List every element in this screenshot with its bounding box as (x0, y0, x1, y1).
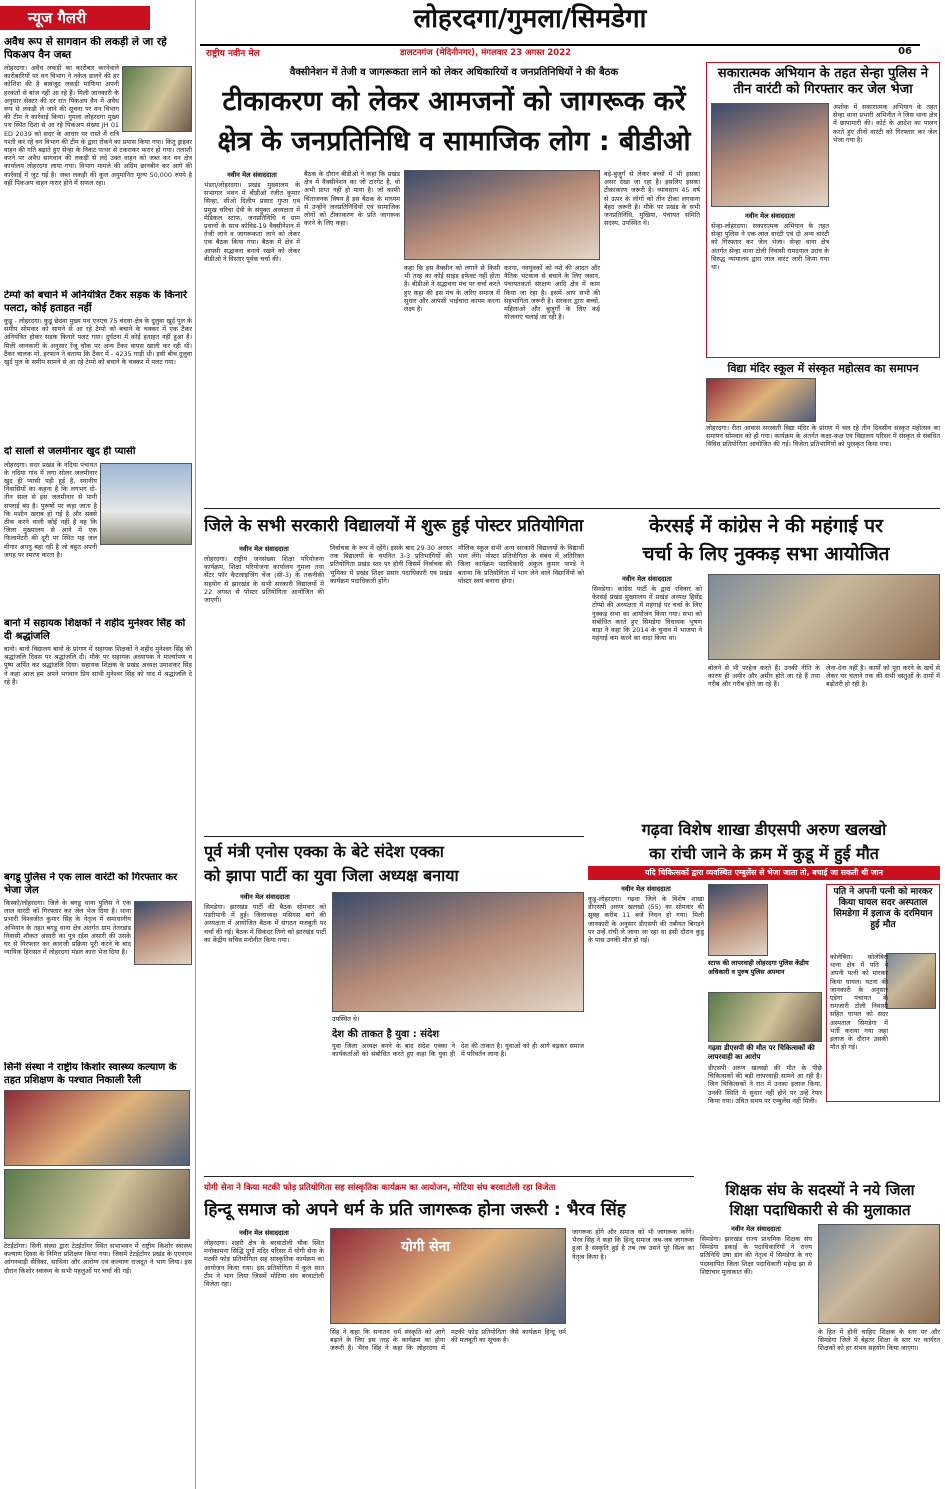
bhairav-headline: हिन्दू समाज को अपने धर्म के प्रति जागरूक होना जरूरी : भैरव सिंह (204, 1200, 626, 1220)
lead-col-3-text: कहा कि इस वैक्सीन को लगाने से किसी भी तरह का कोई साइड इफेक्ट नहीं होता है। बीडीओ ने सद्भावना मंच पर चर्चा करते हुए कहा की इस मंच के जरिए समाज में सुधार और आपसी भाईचारा कायम करना लक्ष्य है। (404, 264, 500, 314)
poster-headline: जिले के सभी सरकारी विद्यालयों में शुरू हुई पोस्टर प्रतियोगिता (204, 516, 584, 536)
teachers-headline-2: शिक्षा पदाधिकारी से की मुलाकात (729, 1201, 911, 1219)
sanskrit-body: लोहरदगा। रीता आवास सरस्वती विद्या मंदिर के प्रांगण में चल रहे तीन दिवसीय संस्कृत महोत्सव का समापन सोमवार को हो गया। कार्यक्रम के अंतर्गत कक्षा-कक्ष एवं विद्यालय परिसर में संस्कृत से संबंधित विविध प्रतियोगिता आयोजित की गई। विजेता प्रतिभागियों को पुरस्कृत किया गया। (706, 424, 940, 449)
bhairav-body: लोहरदगा। शहरी क्षेत्र के बरवाटोली चौक स्थित मनोकामना सिद्धि दुर्गा मंदिर परिसर में योगी सेना के मटकी फोड़ प्रतियोगिता सह सांस्कृतिक कार्यक्रम का आयोजन किया गया। इस प्रतियोगिता में कुल सात टीम ने भाग लिया जिसमें मोटिया संघ बरवाटोली विजेता रहा। (204, 1239, 324, 1289)
divider-1 (204, 508, 940, 509)
sanskrit-box (706, 362, 940, 508)
sidebar-item-body: टेटईटाँगर। सिनी संस्था द्वारा टेटईटाँगर स्थित सभाभवन में राष्ट्रीय किशोर स्वास्थ्य कल्याण दिवस के निमित्त प्रशिक्षण किया गया। जिसमें टेटईटाँगर प्रखंड के एएनएम आंगनवाड़ी सेविका, साथिया और आरोग्य एवं कल्याण राजदूत ने भाग लिया। इस दौरान किशोर स्वास्थ्य के सभी पहलुओं पर चर्चा की गई। (4, 1242, 192, 1275)
sanskrit-photo (706, 378, 816, 422)
bhairav-byline: नवीन मेल संवाददाता (239, 1229, 289, 1237)
congress-col-3 (826, 664, 940, 814)
ekka-portrait-photo (332, 892, 584, 1012)
dsp-headline-1: गढ़वा विशेष शाखा डीएसपी अरुण खलखो (641, 820, 887, 839)
paper-name: राष्ट्रीय नवीन मेल (206, 49, 260, 59)
bhairav-col-2 (330, 1328, 566, 1484)
bhairav-body-3: जागरूक होंगे और समाज को भी जागरूक करेंगे। भैरव सिंह ने कहा कि हिन्दू समाज जब-जब जागरूक हुआ है संस्कृति हुई है तब तब उसने पूरे विश्व का नेतृत्व किया है। (572, 1228, 694, 1261)
ekka-headline-1: पूर्व मंत्री एनोस एक्का के बेटे संदेश एक्का (204, 842, 444, 861)
masthead-bar (200, 46, 920, 60)
lead-headline-1: टीकाकरण को लेकर आमजनों को जागरूक करें (222, 86, 686, 117)
divider-2 (204, 836, 584, 837)
poster-col-1 (204, 544, 324, 834)
bhairav-kicker: योगी सेना ने किया मटकी फोड़ प्रतियोगिता सह सांस्कृतिक कार्यक्रम का आयोजन, मोटिया संघ बरवाटोली रहा विजेता (204, 1182, 556, 1192)
sidebar-item-water-tower (4, 446, 192, 614)
teachers-headline-1: शिक्षक संघ के सदस्यों ने नये जिला (725, 1181, 915, 1199)
ekka-sub-body: युवा जिला अध्यक्ष बनने के बाद संदेश एक्का ने कार्यकर्ताओं को संबोधित करते हुए कहा कि युवा ही देश की ताकत है। युवाओं को ही आगे बढ़कर समाज में परिवर्तन लाना है। (332, 1042, 584, 1059)
dsp-col-1 (588, 884, 704, 1070)
senha-col-2 (833, 103, 937, 353)
garhwa-neglect (708, 992, 822, 1172)
section-title: लोहरदगा/गुमला/सिमडेगा (413, 4, 647, 34)
senha-headline: सकारात्मक अभियान के तहत सेन्हा पुलिस ने तीन वारंटी को गिरफ्तार कर जेल भेजा (717, 66, 929, 97)
ekka-photo-caption: उपस्थित थे। (332, 1015, 360, 1023)
congress-headline-1: केरसई में कांग्रेस ने की महंगाई पर (649, 515, 883, 537)
lead-col-5-text: बड़े-बुजुर्ग से लेकर बच्चों में भी इसका असर देखा जा रहा है। इसलिए इसका टीकाकरण जरूरी है। व्यावसाय 45 वर्ष से ऊपर के लोगों को तीन टीका लगवाना बेहद जरूरी है। मौके पर प्रखंड के सभी जनप्रतिनिधि, मुखिया, पंचायत समिति सदस्य, उपस्थित थे। (604, 170, 700, 228)
teachers-col-2 (818, 1328, 940, 1484)
news-gallery-sidebar (0, 0, 196, 1489)
senha-body: सेन्हा-लोहरदगा। सकारात्मक अभियान के तहत सेन्हा पुलिस ने एक लाल वारंटी एवं दो अन्य वारंटी को गिरफ्तार कर जेल भेजा। सेन्हा थाना क्षेत्र अंतर्गत सेन्हा थाना टोली निवासी रामदयाल उरांव के विरुद्ध न्यायालय द्वारा लाल वारंट जारी किया गया था। (711, 222, 829, 272)
sidebar-item-body: लोहरदगा। सदर प्रखंड के नदिया पंचायत के नदिया गांव में लगा सोलर जलमीनार खुद ही प्यासी पड़ी हुई है, स्थानीय निवासियों का कहना है कि लगभग दो-तीन साल से इस जलमीनार से पानी सप्लाई बंद है। पुरूषों पर कहा जाता है कि मशीन खराब हो गई है और सक्से ठीक करने वाली कोई नहीं है वह कि जिला मुख्यालय से आने में एक फिलामेंटरी की दूरी पर स्थित यह जल मीनार अपनु बहा रही है जो बहुत अपनी जगह पर स्मरण करता है। (4, 460, 97, 559)
accident-body: कोलेबिरा। कोलेबिरा थाना क्षेत्र में पति ने अपनी पत्नी को मारकर किया घायल। घटना की जानकारी के अनुसार एडेगा पंचायत के रामजारी टोली निवासी सहित घायल को सदर अस्पताल सिमडेगा में भर्ती कराया गया जहां इलाज के दौरान उसकी मौत हो गई। (830, 953, 888, 1052)
congress-body-2: बोलने से भी परहेज करते हैं। उनकी नीति के कारण ही अमीर और अमीर होते जा रहे हैं तथा गरीब और गरीब होते जा रहे हैं। (708, 664, 820, 689)
congress-headline-2: चर्चा के लिए नुक्कड़ सभा आयोजित (642, 543, 890, 565)
lead-col-4 (504, 264, 600, 504)
lead-col-2 (304, 170, 400, 504)
dateline: डालटनगंज (मेदिनीनगर), मंगलवार 23 अगस्त 2022 (400, 48, 572, 58)
congress-rally-photo (708, 574, 940, 660)
lead-col-3 (404, 264, 500, 504)
teachers-col-1 (700, 1224, 812, 1484)
poster-col-1-text: लोहरदगा। राष्ट्रीय जनसंख्या शिक्षा परियोजना कार्यक्रम, शिक्षा परियोजना कार्यालय गुमला तथा सेंटर फॉर कैटलाइजिंग चेंज (सी-3) के तकनीकी सहयोग से झारखंड के सभी सरकारी विद्यालयों में 22 अगस्त से पोस्टर प्रतियोगिता आयोजित की जाएगी। (204, 555, 324, 605)
sidebar-item-cini-rally (4, 1062, 192, 1486)
sidebar-item-body: लोहरदगा। अवैध लकड़ी का कारोबार करनेवाले कारोबारियों पर वन विभाग ने नकेल डालने की हर कोशिश की है बावजूद लकड़ी माफिया अपनी हरकतों से बाज नहीं आ रहे हैं। मिली जानकारी के अनुसार सेक्टर की दर रात पिकअप वैन में अवैध रूप से लकड़ी ले जाने की सूचना पर वन विभाग की टीम ने कार्रवाई किया। गुमला लोहरदगा मुख्य पथ स्थित दिशा से आ रहे पिकअप संख्या JH 01 ED 2039 को सदर के आधार पर रास्ते में रात्रि गश्ती कर रहे वन विभाग की टीम के द्वारा रोकने का प्रयास किया गया। किंतु ड्राइवर वाहन की गति बढ़ाते हुए सेन्हा के निकट पत्थर से टकराकर फरार हो गया। तलाशी करने पर अवैध सागवान की लकड़ी से लदे उक्त वाहन को जब्त कर वन क्षेत्र कार्यालय लोहरदगा लाया गया। विभाग मामले की अग्रिम छानबीन कर आगे की कार्रवाई में जुट गई है। जब्त लकड़ी की कुल अनुमानित मूल्य 50,000 रुपये है वहीं पिकअप वाहन फरार होने में सफल रहा। (4, 64, 192, 187)
sidebar-item-body: किस्को/लोहरदगा। जिले के बगडू थाना पुलिस ने एक लाल वारंटी को गिरफ्तार कर जेल भेज दिया है। थाना प्रभारी विश्वजीत कुमार सिंह के नेतृत्व में समाधानीय अभियान के तहत बगडू थाना क्षेत्र अंतर्गत ग्राम तेतरडांड निवासी शौकत अंसारी का पुत्र रईस अंसारी की उसके घर से गिरफ्तार कर कागजी प्रक्रिया पूरी करने के बाद न्यायिक हिरासत में लोहरदगा मंडल कारा भेज दिया है। (4, 899, 131, 957)
news-gallery-tag: न्यूज गैलरी (0, 6, 150, 30)
matki-phod-photo (330, 1228, 566, 1324)
lead-col-5 (604, 170, 700, 504)
congress-body: सिमडेगा। कांग्रेस पार्टी के द्वारा रविवार को केरसई प्रखंड मुख्यालय में प्रखंड अध्यक्ष हिसेंद्र टोप्पो की अध्यक्षता में महंगाई पर चर्चा के लिए नुक्कड़ सभा का आयोजन किया गया। सभा को संबोधित करते हुए सिमडेगा विधायक भूषण बाड़ा ने कहा कि 2014 के चुनाव में भाजपा ने महंगाई कम करने का वादा किया था। (592, 585, 702, 643)
bhairav-col-3 (572, 1228, 694, 1484)
poster-col-2 (330, 544, 452, 834)
ekka-byline: नवीन मेल संवाददाता (240, 893, 290, 901)
ekka-col-2 (332, 1042, 584, 1154)
dsp-headline-2: का रांची जाने के क्रम में कुडू में हुई मौत (649, 844, 879, 863)
bhairav-body-2: सिंह ने कहा कि सनातन धर्म संस्कृति को आगे बढ़ाने के लिए इस तरह के कार्यक्रम का होना जरूरी है। भैरव सिंह ने कहा कि लोहरदगा में मटकी फोड़ प्रतियोगिता जैसे कार्यक्रम हिन्दू धर्म की मजबूती का सूचक है। (330, 1328, 566, 1353)
congress-byline: नवीन मेल संवाददाता (622, 575, 672, 583)
accident-box (826, 884, 940, 1102)
dsp-strap: यदि चिकित्सकों द्वारा व्यवस्थित एम्बुलेंस से भेजा जाता तो, बचाई जा सकती थी जान (588, 866, 940, 880)
teachers-body: सिमडेगा। झारखंड राज्य प्राथमिक शिक्षक संघ सिमडेगा इकाई के पदाधिकारियों ने राज्य प्रतिनिधि उषा डांग की नेतृत्व में सिमडेगा के नए पदस्थापित जिला शिक्षा पदाधिकारी महेन्द्र झा से शिष्टाचार मुलाकात की। (700, 1235, 812, 1276)
senha-byline: नवीन मेल संवाददाता (745, 212, 795, 220)
accident-photo (886, 953, 936, 1009)
water-tower-photo (100, 463, 192, 545)
garhwa-neglect-headline: गढ़वा डीएसपी की मौत पर चिकित्सकों की लापरवाही का आरोप (708, 1044, 815, 1061)
sidebar-item-title: बगडू पुलिस ने एक लाल वारंटी को गिरफ्तार कर भेजा जेल (4, 872, 178, 896)
sidebar-item-title: टेम्पो को बचाने में अनियंत्रित टैंकर सड़क के किनारे पलटा, कोई हताहत नहीं (4, 290, 187, 314)
arrested-man-photo (134, 901, 192, 965)
divider-3 (204, 1176, 694, 1177)
page-number: 06 (898, 46, 912, 57)
matki-phod-caption: योगी सेना (401, 1239, 450, 1255)
congress-col-1 (592, 574, 702, 814)
lead-headline-2: क्षेत्र के जनप्रतिनिधि व सामाजिक लोग : बीडीओ (217, 126, 691, 157)
dsp-byline: नवीन मेल संवाददाता (621, 885, 671, 893)
sidebar-item-title: सिनी संस्था ने राष्ट्रीय किशोर स्वास्थ्य कल्याण के तहत प्रशिक्षण के पश्चात निकाली रैली (4, 1062, 177, 1086)
arrested-persons-photo (711, 103, 829, 207)
hospital-photo (708, 992, 822, 1042)
lead-col-1 (204, 170, 300, 504)
ekka-subheadline: देश की ताकत है युवा : संदेश (332, 1029, 440, 1040)
lead-col-1-text: भंडरा/लोहरदगा। प्रखंड मुख्यालय के सभागार भवन में बीडीओ रंजीत कुमार सिन्हा, सीओ दिलीप प्रसाद गुप्ता एवं प्रमुख चरिचा देवी के संयुक्त अध्यक्षता में मेडिकल स्टाफ, जनप्रतिनिधि व ग्राम प्रधानों के साथ कोविड-19 वैक्सीनेशन में तेजी लाने व जागरूकता लाने को लेकर एक बैठक किया गया। बैठक में क्षेत्र में आपसी सद्भावना बनाये रखने को लेकर बीडीओ ने विस्तार पूर्वक चर्चा की। (204, 181, 300, 263)
poster-byline: नवीन मेल संवाददाता (239, 545, 289, 553)
sidebar-item-body: कुडू़ - लोहरदगा। कुडू़ छेदवा मुख्य पथ एनएच 75 चंदवा क्षेत्र के दुलुवा खुर्द पुल के समीप सोमवार को सामने से आ रहे टेम्पो को बचाने के चक्कर में एक टैंकर अनियंत्रित होकर सड़क किनारे पलट गया। दुर्घटना में कोई हताहत नहीं हुआ है। मिली जानकारी के अनुसार रेंजू चौक पर अन्य टैंकर वापस खाली कर रही थी। टैंकर चालक मो. इरफान ने बताया कि टैंकर में - 4235 गाड़ी थी। इसी बीच दुलुवा खुर्द पुल के समीप सामने से आ रहे टेम्पो को बचाने के चक्कर में पलट गया। (4, 317, 192, 367)
sidebar-item-title: बानो में सहायक शिक्षकों ने शहीद मुनेश्वर सिंह को दी श्रद्धांजलि (4, 618, 186, 642)
ekka-col-1 (204, 892, 326, 1154)
sidebar-item-tanker (4, 290, 192, 440)
garhwa-neglect-body: डीएसपी अरुण खलखो की मौत के पीछे चिकित्सकों की बड़ी लापरवाही सामने आ रही है। जिन चिकित्सकों ने रात में उनका इलाज किया, उनकी स्थिति में सुधार नहीं होने पर उन्हें रेफर किया गया। उचित समय पर एम्बुलेंस नहीं मिली। (708, 1064, 822, 1105)
accident-headline: पति ने अपनी पत्नी को मारकर किया घायल सदर अस्पताल सिमडेगा में इलाज के दरमियान हुई मौत (833, 887, 933, 930)
lead-col-2-text: बैठक के दौरान बीडीओ ने कहा कि प्रखंड क्षेत्र में वैक्सीनेशन का जो टारगेट है, वो अभी प्राप्त नहीं हो पाया है। जो काफी चिंताजनक विषय है इस बैठक के माध्यम से उन्होंने जनप्रतिनिधियों एवं सामाजिक लोगों को टीकाकरण के प्रति जागरूक करने के लिए कहा। (304, 170, 400, 228)
sidebar-item-title: दो सालों से जलमीनार खुद ही प्यासी (4, 446, 136, 457)
sidebar-item-teak (4, 36, 192, 286)
poster-col-3 (458, 544, 584, 834)
sidebar-item-bano-tribute (4, 618, 192, 866)
senha-police-box (706, 62, 940, 358)
ekka-headline-2: को झापा पार्टी का युवा जिला अध्यक्ष बनाया (204, 866, 459, 885)
sanskrit-headline: विद्या मंदिर स्कूल में संस्कृत महोत्सव का समापन (727, 362, 919, 375)
lead-col-4-text: करना, नवयुवकों को नशे की आदत और नैतिक भटकाव से बचाने के लिए जवान, पंचायतकर्ता संरक्षण आदि क्षेत्र में काम किया जा रहा है। इसमें आप सभी की सहभागिता जरूरी है। सरकार द्वारा बच्चों, महिलाओं और बुजुर्गों के लिए कई योजनाएं चलाई जा रही है। (504, 264, 600, 322)
bhairav-col-1 (204, 1228, 324, 1484)
rally-photo-bottom (4, 1169, 190, 1239)
sidebar-item-body: बानो। बानो विद्यालय बानो के प्रांगण में सहायक शिक्षकों ने शहीद मुनेश्वर सिंह की श्रद्धांजलि दिवस पर श्रद्धांजलि दी। मौके पर सहायक अध्यापक ने मार्ल्यापण व पुष्प अर्पित कर श्रद्धांजलि दिया। सहायक शिक्षक के प्रखंड अध्यक्ष उमाशंकर सिंह ने कहा आज हम अपने भगवान प्रिय साथी मुनेश्वर सिंह को याद में श्रद्धांजलि दे रहे हैं। (4, 645, 192, 686)
dsp-photo-caption: स्टाफ की लापरवाही लोहरदगा पुलिस केंद्रीय अधिकारी व पुरुष पुलिस अपमान (708, 959, 809, 976)
teachers-box (700, 1180, 940, 1486)
dsp-portrait-photo (708, 884, 768, 956)
lead-byline: नवीन मेल संवाददाता (227, 171, 277, 179)
poster-col-3-text: मौलिक स्कूल सभी अन्य सरकारी विद्यालयों के विद्यार्थी भाग लेंगे। पोस्टर प्रतियोगिता के संबंध में अतिरिक्त जिला कार्यक्रम पदाधिकारी अंकुल कुमार पाण्डे ने बताया कि प्रतियोगिता में भाग लेने वाले विद्यार्थियों को पोस्टर स्वयं बनाना होगा। (458, 544, 584, 585)
teachers-meeting-photo (818, 1224, 940, 1324)
poster-col-2-text: निर्वाचक के रूप में रहेंगे। इसके बाद 29-30 अगस्त तक विद्यालयों के चयनित 3-3 प्रतिभागियों की प्रतियोगिता प्रखंड स्तर पर होगी जिसमें निर्वाचक की भूमिका में प्रखंड शिक्षा प्रसार पदाधिकारी एवं प्रखंड कार्यक्रम पदाधिकारी होंगे। (330, 544, 452, 585)
teachers-byline: नवीन मेल संवाददाता (731, 1225, 781, 1233)
sidebar-item-bagdu-arrest (4, 872, 192, 1058)
senha-col-1 (711, 211, 829, 351)
dsp-body: कुडू-लोहरदगा। गढ़वा जिले के विशेष शाखा डीएसपी अरुण खलखो (55) का सोमवार की सुबह करीब 11 बजे निधन हो गया। मिली जानकारी के अनुसार डीएसपी की तबीयत बिगड़ने पर उन्हें रांची ले जाया जा रहा था इसी दौरान कुडू के पास उनकी मौत हो गई। (588, 895, 704, 945)
congress-body-3: लेना-देना नहीं है। कार्यों को पूरा करने के खर्चे से लेकर घर चलाने तक की सभी वस्तुओं के दामों में बढ़ोतरी हो रही है। (826, 664, 940, 689)
teachers-body-2: के हित में होनी चाहिए शिक्षक के स्तर पर और सिमडेगा जिले में बेहतर शिक्षा के स्तर पर कार्यरत शिक्षकों को हर संभव सहयोग किया जाएगा। (818, 1328, 940, 1353)
ekka-body: सिमडेगा। झारखंड पार्टी की बैठक सोमवार को पंडरीपानी में हुई। जिलाध्यक्ष मसियस बागे की अध्यक्षता में आयोजित बैठक में संगठन मजबूती पर चर्चा की गई। बैठक में सिकंदर तिग्गे को झारखंड पार्टी का केंद्रीय सचिव मनोनीत किया गया। (204, 903, 326, 944)
lead-meeting-photo (404, 170, 600, 260)
rally-photo-top (4, 1090, 190, 1166)
congress-col-2 (708, 664, 820, 814)
sidebar-item-title: अवैध रूप से सागवान की लकड़ी ले जा रहे पिकअप वैन जब्त (4, 36, 167, 61)
senha-body-2: अशोक में सकारात्मक अभियान के तहत सेन्हा थाना प्रभारी अभिनीत ने जिस थाना क्षेत्र में छापामारी की। कोर्ट के आदेश का पालन करते हुए तीनों वारंटी को गिरफ्तार कर जेल भेजा गया है। (833, 103, 937, 144)
lead-kicker: वैक्सीनेशन में तेजी व जागरूकता लाने को लेकर अधिकारियों व जनप्रतिनिधियों ने की बैठक (289, 67, 619, 78)
teak-logs-photo (122, 66, 192, 132)
